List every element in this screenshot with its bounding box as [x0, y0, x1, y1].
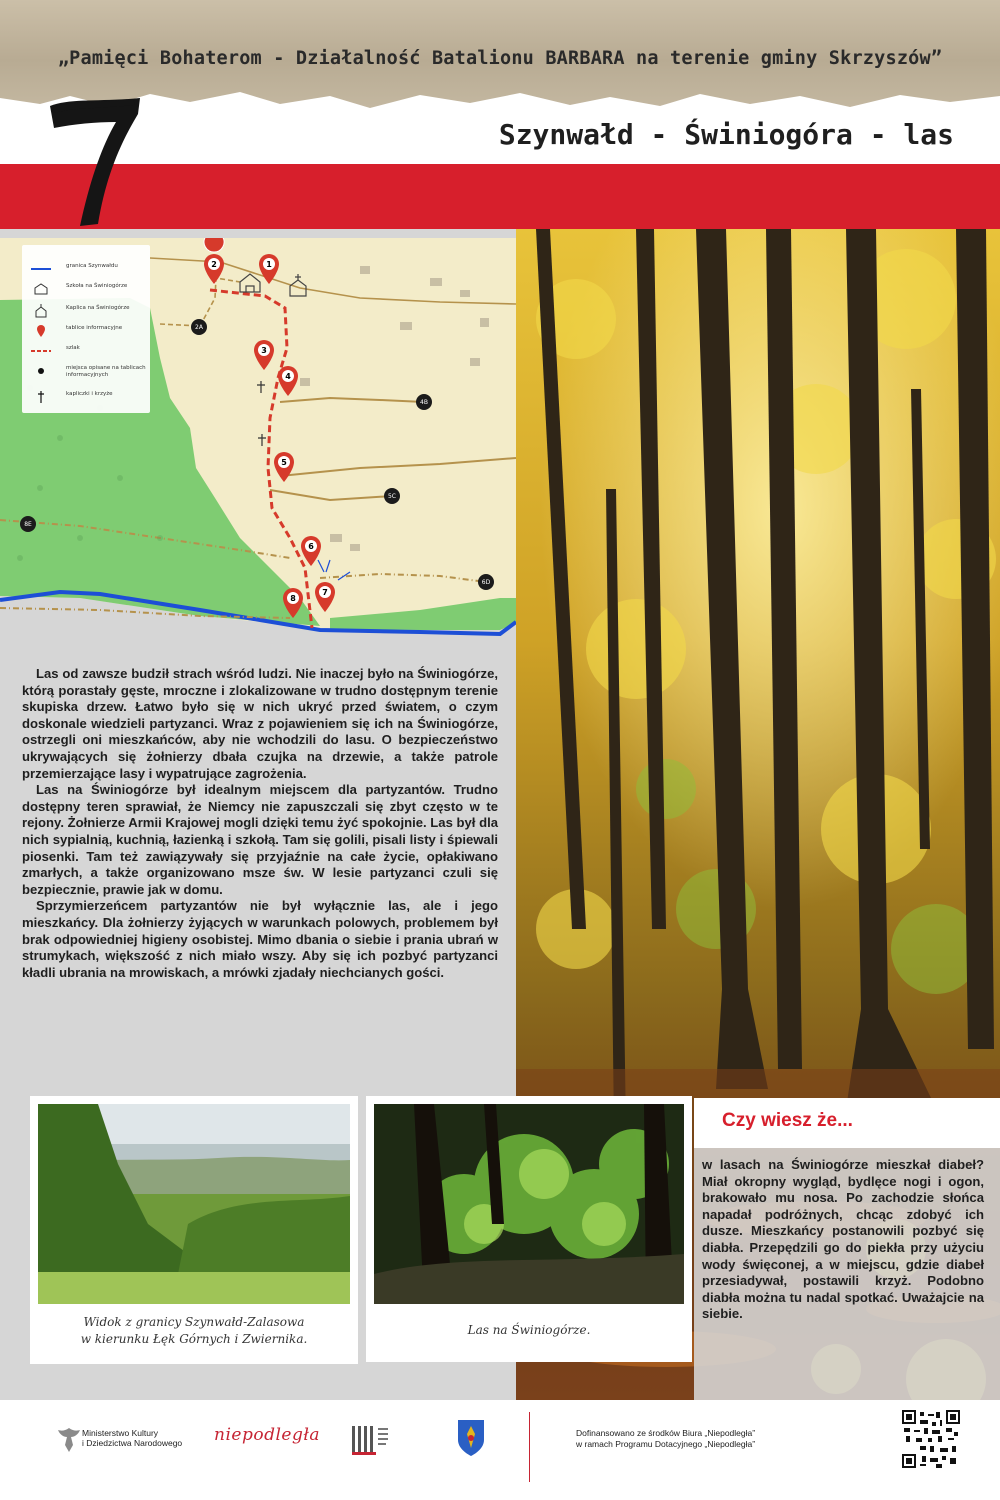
svg-text:7: 7: [322, 588, 328, 597]
main-article: [22, 666, 498, 981]
photo-caption: [30, 1314, 358, 1348]
school-icon: [30, 282, 52, 296]
map-spot-8e: 8E: [24, 521, 32, 528]
border-line-icon: [30, 262, 52, 276]
legend-row-school: [22, 279, 150, 299]
caption-line: w kierunku Łęk Górnych i Zwiernika.: [80, 1332, 308, 1346]
legend-row-place: [22, 361, 150, 381]
board-number-seven: [40, 84, 150, 234]
qr-code-icon[interactable]: [902, 1410, 960, 1468]
map-spot-6d: 6D: [481, 579, 491, 586]
ministry-logo-text: [82, 1428, 182, 1448]
svg-text:8: 8: [290, 594, 296, 603]
article-paragraph: Las od zawsze budził strach wśród ludzi. Nie inaczej było na Świniogórze, którą porastały gęste, mroczne i zlokalizowane w trudno dostępnym terenie skupiska drzew. Łatwo było się w nich ukryć przed światem, o czym doskonale wiedzieli partyzanci. Wraz z pojawieniem się ich na Świniogórze, ostrzegli oni mieszkańców, aby nie wchodzili do lasu. O bezpieczeństwo ukrywających się żołnierzy dbała czujka na drzewie, a także patrole przemierzające lasy i wypatrujące zagrożenia.: [22, 666, 498, 781]
svg-text:2: 2: [211, 260, 217, 269]
funding-line: Dofinansowano ze środków Biura „Niepodległa”: [576, 1428, 756, 1438]
svg-text:1: 1: [266, 260, 272, 269]
svg-text:6: 6: [308, 542, 314, 551]
legend-label: szlak: [66, 345, 80, 351]
legend-label: granica Szynwałdu: [66, 263, 118, 269]
legend-label: tablice informacyjne: [66, 325, 123, 331]
footer-divider: [529, 1412, 530, 1482]
funding-line: w ramach Programu Dotacyjnego „Niepodległa”: [576, 1439, 756, 1449]
article-paragraph: Las na Świniogórze był idealnym miejscem dla partyzantów. Trudno dostępny teren sprawiał, że Niemcy nie zapuszczali się zbyt często w te rejony. Żołnierze Armii Krajowej mogli dzięki temu żyć spokojnie. Las był dla nich sypialnią, kuchnią, łazienką i szkołą. Tam się golili, pisali listy i śpiewali piosenki. Tam też zawiązywały się przyjaźnie na całe życie, opłakiwano zmarłych, a także organizowano msze św. W lesie partyzanci czuli się bezpiecznie, prawie jak w domu.: [22, 782, 498, 897]
green-forest-photo: [374, 1104, 684, 1304]
legend-row-pin: [22, 321, 150, 341]
footer: [0, 1400, 1000, 1500]
caption-line: Widok z granicy Szynwałd-Zalasowa: [83, 1315, 305, 1329]
section-title: Szynwałd - Świniogóra - las: [498, 118, 954, 151]
municipality-crest-icon: [456, 1418, 486, 1458]
did-you-know-text: w lasach na Świniogórze mieszkał diabeł? Miał okropny wygląd, bydlęce nogi i ogon, brakowało mu nosa. Po zachodzie słońca napadał podróżnych, chcąc zdobyć ich dusze. Mieszkańcy postanowili pozbyć się diabła. Przepędzili go do piekła przy użyciu wody święconej, a w miejscu, gdzie diabeł przesiadywał, postawili krzyż. Podobno diabła można tu nadal spotkać. Uważajcie na siebie.: [702, 1157, 984, 1322]
map-spot-5c: 5C: [387, 493, 397, 500]
board-main-title: „Pamięci Bohaterom - Działalność Batalionu BARBARA na terenie gminy Skrzyszów”: [57, 48, 943, 69]
ministry-line: i Dziedzictwa Narodowego: [82, 1438, 183, 1448]
chapel-icon: [30, 304, 52, 318]
cultural-center-logo: [350, 1422, 390, 1458]
legend-row-route: [22, 341, 150, 361]
cross-icon: [30, 390, 52, 404]
title-red-band: [0, 164, 1000, 229]
map-spot-2a: 2A: [195, 324, 203, 331]
legend-row-cross: [22, 387, 150, 407]
photo-caption: Las na Świniogórze.: [467, 1323, 591, 1337]
map-spot-4b: 4B: [420, 399, 428, 406]
legend-label: kapliczki i krzyże: [66, 391, 113, 397]
niepodlegla-logo: niepodległa: [214, 1425, 320, 1445]
ministry-line: Ministerstwo Kultury: [82, 1428, 159, 1438]
route-line-icon: [30, 344, 52, 358]
map-legend: [22, 245, 150, 413]
svg-text:5: 5: [281, 458, 287, 467]
funding-note: [576, 1428, 755, 1450]
legend-row-chapel: [22, 301, 150, 321]
legend-row-border: [22, 259, 150, 279]
photo-card-forest: [366, 1096, 692, 1362]
svg-text:3: 3: [261, 346, 267, 355]
legend-label: miejsca opisane na tablicach informacyjnych: [66, 365, 146, 378]
black-dot-icon: [30, 364, 52, 378]
legend-label: Szkoła na Świniogórze: [66, 283, 128, 289]
did-you-know-title: Czy wiesz że...: [722, 1110, 853, 1131]
article-paragraph: Sprzymierzeńcem partyzantów nie był wyłącznie las, ale i jego mieszkańcy. Dla żołnierzy żyjących w warunkach polowych, problemem był brak odpowiedniej higieny osobistej. Mimo dbania o siebie i prania ubrań w strumykach, większość z nich miało wszy. Aby się ich pozbyć partyzanci kładli ubrania na mrowiskach, a mrówki zjadały niechcianych gości.: [22, 898, 498, 980]
ministry-eagle-icon: [56, 1425, 82, 1455]
legend-label: Kaplica na Świniogórze: [66, 305, 130, 311]
map-pin-icon: [30, 324, 52, 338]
photo-card-landscape: [30, 1096, 358, 1364]
svg-text:4: 4: [285, 372, 291, 381]
landscape-photo: [38, 1104, 350, 1304]
